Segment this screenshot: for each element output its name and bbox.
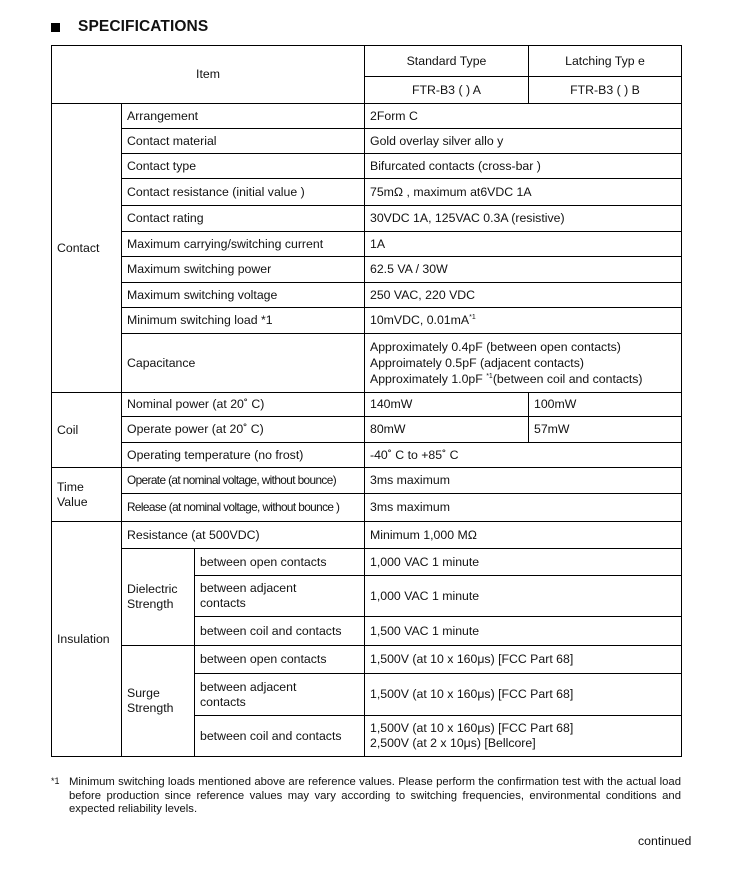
item-value: 1A [365, 232, 682, 257]
item-value: -40˚ C to +85˚ C [365, 443, 682, 468]
table-row [52, 104, 682, 129]
group-time-value [52, 468, 122, 522]
item-label: Contact resistance (initial value ) [122, 179, 365, 206]
item-value: Gold overlay silver allo y [365, 129, 682, 154]
group-coil: Coil [52, 393, 122, 468]
item-label: between open contacts [195, 646, 365, 674]
footnote [51, 776, 681, 817]
label-line: between adjacent [200, 679, 297, 694]
table-row [52, 179, 682, 206]
item-value: 3ms maximum [365, 468, 682, 494]
item-value: Bifurcated contacts (cross-bar ) [365, 154, 682, 179]
table-row [52, 522, 682, 549]
label-line: Strength [127, 597, 174, 611]
latching-type-header: Latching Typ e [529, 46, 682, 77]
item-header: Item [52, 46, 365, 104]
item-value: 1,500 VAC 1 minute [365, 617, 682, 646]
item-value: Minimum 1,000 MΩ [365, 522, 682, 549]
item-label: Maximum carrying/switching current [122, 232, 365, 257]
footnote-ref: *1 [469, 313, 476, 321]
continued-label: continued [638, 834, 692, 848]
item-label: Contact type [122, 154, 365, 179]
table-row [52, 646, 682, 674]
footnote-text: Minimum switching loads mentioned above are reference values. Please perform the confirmation test with the actual load before production since reference values may vary according to switching frequencies, environmental conditions and expected reliability levels. [69, 776, 681, 815]
capacitance-text: (between coil and contacts) [492, 372, 643, 386]
item-value [365, 716, 682, 757]
value-line: 2,500V (at 2 x 10μs) [Bellcore] [370, 736, 536, 750]
item-value: 30VDC 1A, 125VAC 0.3A (resistive) [365, 206, 682, 232]
table-row [52, 232, 682, 257]
specifications-table [51, 45, 682, 757]
group-label-line: Value [57, 494, 88, 509]
item-label: Operate (at nominal voltage, without bounce) [122, 468, 365, 494]
square-bullet-icon [51, 23, 60, 32]
section-heading [51, 18, 208, 36]
capacitance-text: Approximately 1.0pF [370, 372, 487, 386]
standard-value: 80mW [365, 417, 529, 443]
label-line: Surge [127, 686, 160, 700]
label-line: contacts [200, 694, 246, 709]
item-value: 250 VAC, 220 VDC [365, 283, 682, 308]
item-label: Release (at nominal voltage, without bounce ) [122, 494, 365, 522]
item-label: Contact material [122, 129, 365, 154]
standard-value: 140mW [365, 393, 529, 417]
item-value [365, 334, 682, 393]
footnote-ref: *1 [486, 372, 493, 380]
value-text: 10mVDC, 0.01mA [370, 313, 470, 327]
group-label-line: Time [57, 479, 84, 494]
table-row [52, 494, 682, 522]
table-row [52, 129, 682, 154]
item-label: Resistance (at 500VDC) [122, 522, 365, 549]
table-row [52, 549, 682, 576]
latching-value: 100mW [529, 393, 682, 417]
item-label: Maximum switching voltage [122, 283, 365, 308]
table-row [52, 283, 682, 308]
item-value: 75mΩ , maximum at6VDC 1A [365, 179, 682, 206]
item-label: Maximum switching power [122, 257, 365, 283]
table-row [52, 308, 682, 334]
dielectric-strength-label [122, 549, 195, 646]
section-title: SPECIFICATIONS [78, 18, 209, 35]
label-line: between adjacent [200, 581, 297, 595]
header-row [52, 46, 682, 77]
item-label [195, 576, 365, 617]
latching-model: FTR-B3 ( ) B [529, 77, 682, 104]
surge-strength-label [122, 646, 195, 757]
standard-model: FTR-B3 ( ) A [365, 77, 529, 104]
item-value: 2Form C [365, 104, 682, 129]
item-label: Contact rating [122, 206, 365, 232]
item-label: Operate power (at 20˚ C) [122, 417, 365, 443]
group-insulation: Insulation [52, 522, 122, 757]
standard-type-header: Standard Type [365, 46, 529, 77]
table-row [52, 417, 682, 443]
table-row [52, 393, 682, 417]
item-value: 1,000 VAC 1 minute [365, 576, 682, 617]
item-label: between open contacts [195, 549, 365, 576]
footnote-mark: *1 [51, 776, 60, 786]
table-row [52, 154, 682, 179]
item-value: 3ms maximum [365, 494, 682, 522]
item-label: Capacitance [122, 334, 365, 393]
item-label: Operating temperature (no frost) [122, 443, 365, 468]
item-value: 1,500V (at 10 x 160μs) [FCC Part 68] [365, 646, 682, 674]
item-value [365, 308, 682, 334]
table-row [52, 468, 682, 494]
label-line: Dielectric [127, 582, 178, 596]
capacitance-line: Approximately 0.4pF (between open contacts) [370, 340, 621, 354]
capacitance-line: Approimately 0.5pF (adjacent contacts) [370, 356, 584, 370]
item-label: Nominal power (at 20˚ C) [122, 393, 365, 417]
label-line: contacts [200, 596, 246, 610]
item-label: Minimum switching load *1 [122, 308, 365, 334]
latching-value: 57mW [529, 417, 682, 443]
table-row [52, 334, 682, 393]
capacitance-line [370, 371, 676, 387]
item-value: 62.5 VA / 30W [365, 257, 682, 283]
item-label: between coil and contacts [195, 716, 365, 757]
table-row [52, 206, 682, 232]
table-row [52, 257, 682, 283]
item-value: 1,000 VAC 1 minute [365, 549, 682, 576]
table-row [52, 443, 682, 468]
item-value: 1,500V (at 10 x 160μs) [FCC Part 68] [365, 674, 682, 716]
item-label [195, 674, 365, 716]
item-label: between coil and contacts [195, 617, 365, 646]
item-label: Arrangement [122, 104, 365, 129]
group-contact: Contact [52, 104, 122, 393]
value-line: 1,500V (at 10 x 160μs) [FCC Part 68] [370, 721, 574, 735]
label-line: Strength [127, 701, 174, 715]
